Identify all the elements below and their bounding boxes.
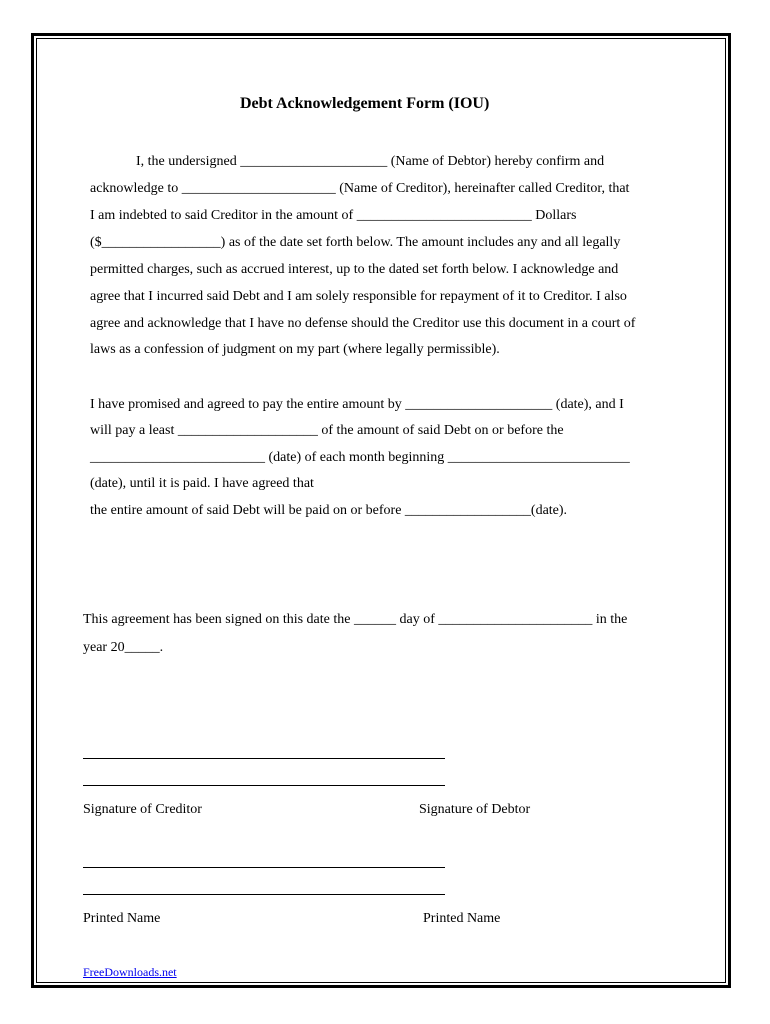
- footer-link[interactable]: FreeDownloads.net: [83, 965, 177, 979]
- debtor-signature-line[interactable]: [83, 785, 445, 786]
- printed-name-creditor-line[interactable]: [83, 867, 445, 868]
- creditor-signature-line[interactable]: [83, 758, 445, 759]
- paragraph1-line7: agree and acknowledge that I have no defense should the Creditor use this document in a court of: [90, 316, 636, 331]
- paragraph2-line2: will pay a least ____________________ of the amount of said Debt on or before the: [90, 423, 564, 438]
- signature-debtor-label: Signature of Debtor: [419, 802, 531, 817]
- paragraph3-line1: This agreement has been signed on this date the ______ day of ______________________ in the: [83, 612, 628, 627]
- paragraph2-line1: I have promised and agreed to pay the entire amount by _____________________ (date), and I: [90, 397, 624, 412]
- paragraph2-line5: the entire amount of said Debt will be paid on or before __________________(date).: [90, 503, 568, 518]
- paragraph1-line8: laws as a confession of judgment on my part (where legally permissible).: [90, 342, 500, 357]
- paragraph3-line2: year 20_____.: [83, 640, 164, 655]
- paragraph1-line2: acknowledge to ______________________ (Name of Creditor), hereinafter called Creditor, that: [90, 181, 630, 196]
- paragraph2-line4: (date), until it is paid. I have agreed that: [90, 476, 314, 491]
- paragraph1-line3: I am indebted to said Creditor in the amount of _________________________ Dollars: [90, 208, 577, 223]
- paragraph1-line1: I, the undersigned _____________________ (Name of Debtor) hereby confirm and: [136, 154, 605, 169]
- printed-name-creditor-label: Printed Name: [83, 911, 161, 926]
- paragraph1-line6: agree that I incurred said Debt and I am solely responsible for repayment of it to Creditor. I also: [90, 289, 627, 304]
- signature-creditor-label: Signature of Creditor: [83, 802, 202, 817]
- printed-name-debtor-line[interactable]: [83, 894, 445, 895]
- paragraph2-line3: _________________________ (date) of each month beginning __________________________: [90, 450, 630, 465]
- paragraph1-line4: ($_________________) as of the date set forth below. The amount includes any and all legally: [90, 235, 621, 250]
- document-title: Debt Acknowledgement Form (IOU): [240, 95, 490, 112]
- paragraph1-line5: permitted charges, such as accrued interest, up to the dated set forth below. I acknowledge and: [90, 262, 619, 277]
- printed-name-debtor-label: Printed Name: [423, 911, 501, 926]
